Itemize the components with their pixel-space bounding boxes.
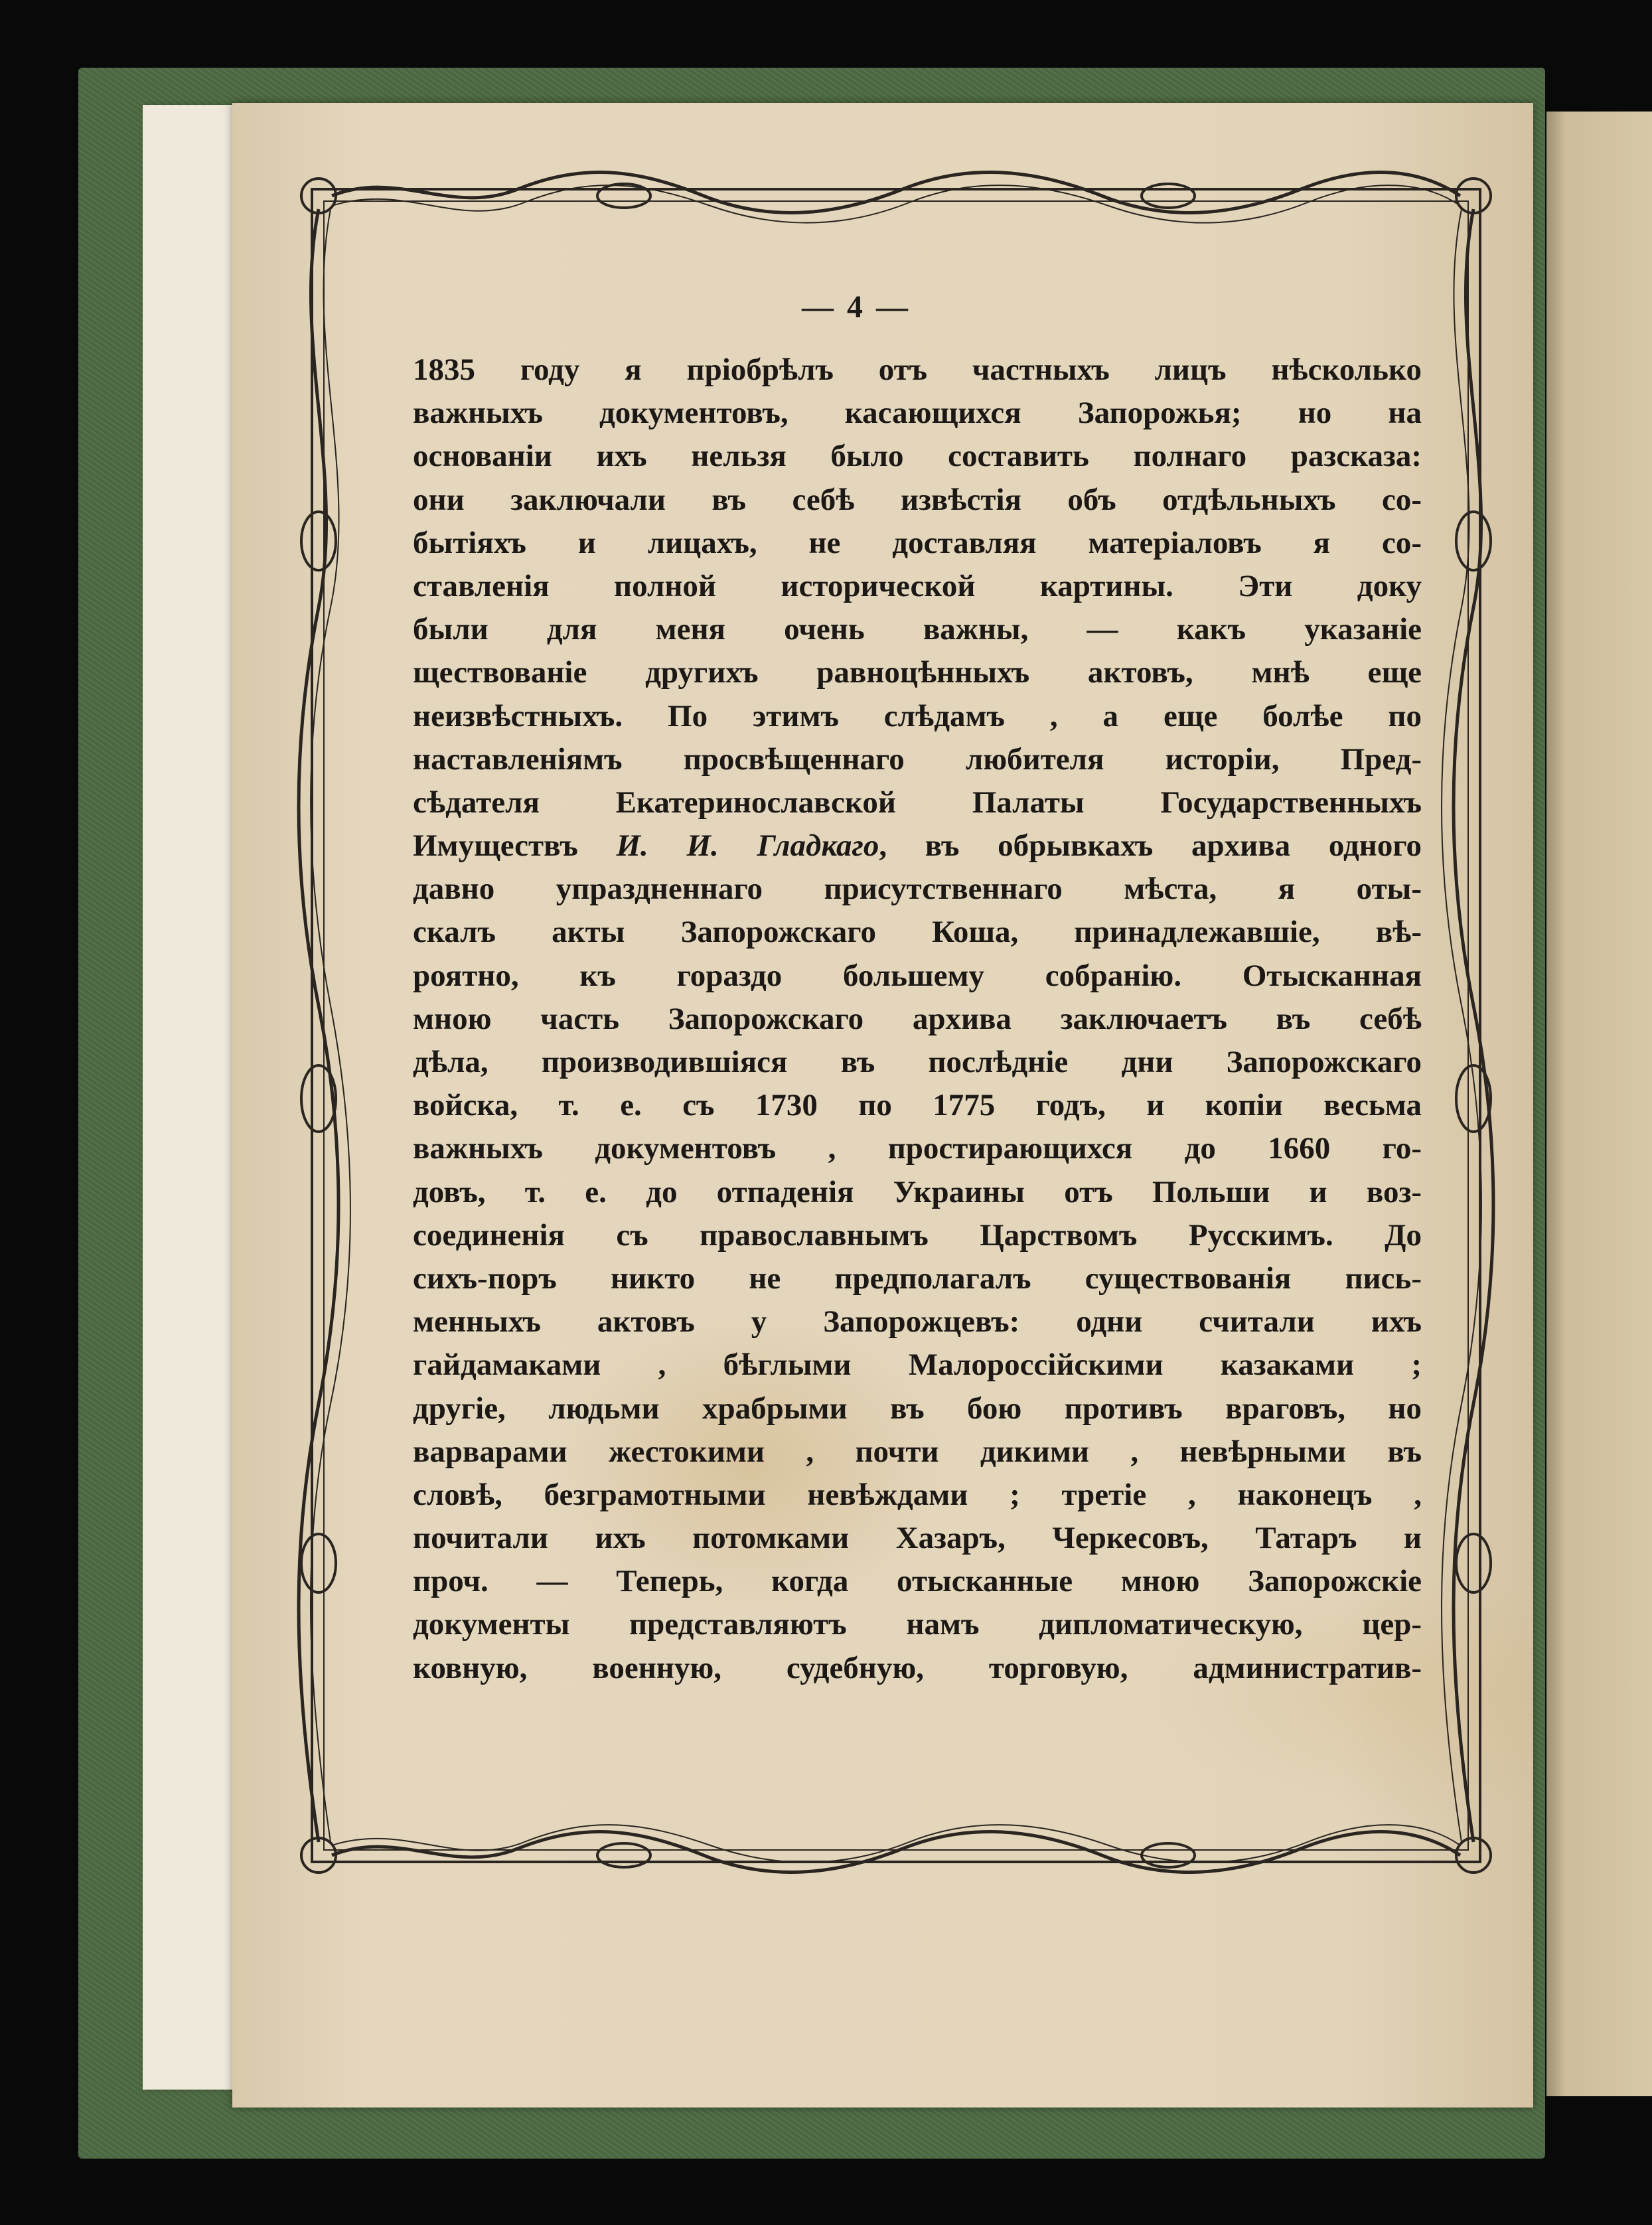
text-line: роятно, къ гораздо большему собранію. Отысканная (413, 958, 1422, 993)
text-line: менныхъ актовъ у Запорожцевъ: одни считали ихъ (413, 1304, 1422, 1340)
text-line: почитали ихъ потомками Хазаръ, Черкесовъ, Татаръ и (413, 1521, 1422, 1556)
text-line: гайдамаками , бѣглыми Малороссійскими казаками ; (413, 1347, 1422, 1383)
text-line: довъ, т. е. до отпаденія Украины отъ Польши и воз- (413, 1174, 1422, 1209)
text-line: сѣдателя Екатеринославской Палаты Государственныхъ (413, 785, 1422, 820)
text-line: бытіяхъ и лицахъ, не доставляя матеріаловъ я со- (413, 525, 1422, 560)
text-line: ществованіе другихъ равноцѣнныхъ актовъ, мнѣ еще (413, 655, 1422, 690)
text-line: дѣла, производившіяся въ послѣдніе дни Запорожскаго (413, 1045, 1422, 1079)
page-number: — 4 — (802, 289, 911, 325)
body-text (413, 348, 1422, 1690)
text-line: важныхъ документовъ, касающихся Запорожья; но на (413, 396, 1422, 431)
text-line: словѣ, безграмотными невѣждами ; третіе , наконецъ , (413, 1477, 1422, 1512)
italic-name: И. И. Гладкаго (616, 828, 879, 864)
facing-page-edge (1546, 112, 1652, 2096)
text-line-with-name (413, 824, 1422, 868)
text-line: сихъ-поръ никто не предполагалъ существованія пись- (413, 1261, 1422, 1296)
text-line: ставленія полной исторической картины. Эти доку (413, 568, 1422, 603)
text-line: давно упраздненнаго присутственнаго мѣста, я оты- (413, 872, 1422, 907)
text-line: документы представляютъ намъ дипломатическую, цер- (413, 1607, 1422, 1642)
text-line: 1835 году я пріобрѣлъ отъ частныхъ лицъ нѣсколько (413, 352, 1422, 387)
text-line: войска, т. е. съ 1730 по 1775 годъ, и копіи весьма (413, 1088, 1422, 1123)
text-line: важныхъ документовъ , простирающихся до 1660 го- (413, 1131, 1422, 1166)
text-line: варварами жестокими , почти дикими , невѣрными въ (413, 1434, 1422, 1469)
text-line: ковную, военную, судебную, торговую, административ- (413, 1650, 1422, 1685)
text-fragment: , въ обрывкахъ архива одного (879, 828, 1422, 864)
text-line: они заключали въ себѣ извѣстія объ отдѣльныхъ со- (413, 482, 1422, 517)
text-line: наставленіямъ просвѣщеннаго любителя исторіи, Пред- (413, 741, 1422, 777)
text-line: основаніи ихъ нельзя было составить полнаго разсказа: (413, 439, 1422, 474)
text-line: другіе, людьми храбрыми въ бою противъ враговъ, но (413, 1391, 1422, 1426)
text-line: мною часть Запорожскаго архива заключаетъ въ себѣ (413, 1001, 1422, 1036)
text-line: соединенія съ православнымъ Царствомъ Русскимъ. До (413, 1217, 1422, 1253)
text-line: проч. — Теперь, когда отысканные мною Запорожскіе (413, 1564, 1422, 1599)
text-fragment: Имуществъ (413, 828, 617, 864)
text-line: скалъ акты Запорожскаго Коша, принадлежавшіе, вѣ- (413, 915, 1422, 950)
text-line: были для меня очень важны, — какъ указаніе (413, 612, 1422, 647)
text-line: неизвѣстныхъ. По этимъ слѣдамъ , а еще болѣе по (413, 698, 1422, 733)
